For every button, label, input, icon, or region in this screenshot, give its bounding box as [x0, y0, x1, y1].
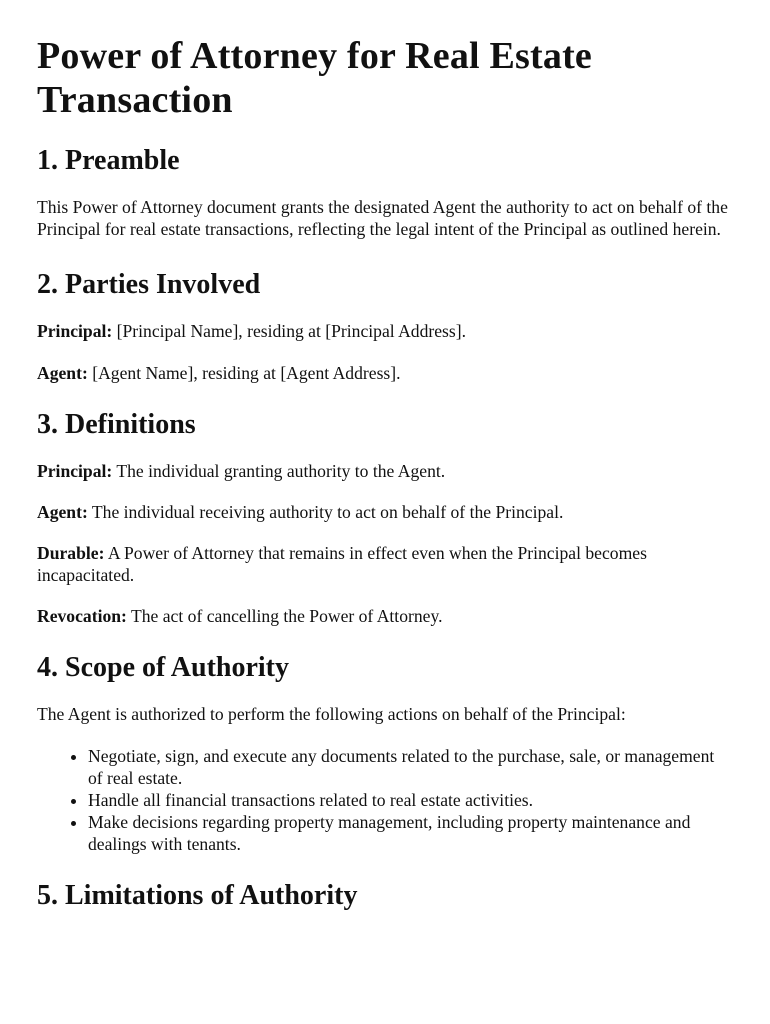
definition-text: The individual granting authority to the Agent. [112, 461, 446, 481]
definition-term: Durable: [37, 543, 105, 563]
principal-party [37, 320, 733, 342]
section-limitations [37, 879, 733, 913]
preamble-text: This Power of Attorney document grants the designated Agent the authority to act on behalf of the Principal for real estate transactions, reflecting the legal intent of the Principal as outlined herein. [37, 197, 728, 239]
definition-term: Agent: [37, 502, 88, 522]
section-parties [37, 268, 733, 384]
definition-text: A Power of Attorney that remains in effect even when the Principal becomes incapacitated. [37, 543, 647, 585]
scope-intro: The Agent is authorized to perform the following actions on behalf of the Principal: [37, 704, 626, 724]
definition-term: Revocation: [37, 606, 127, 626]
section-heading: 3. Definitions [37, 409, 196, 440]
list-item: • Handle all financial transactions related to real estate activities. [88, 789, 733, 811]
agent-label: Agent: [37, 363, 88, 383]
list-item: • Make decisions regarding property management, including property maintenance and dealings with tenants. [88, 811, 733, 855]
section-scope [37, 651, 733, 855]
section-heading: 5. Limitations of Authority [37, 880, 358, 911]
document-title: Power of Attorney for Real Estate Transaction [37, 35, 592, 121]
agent-text: [Agent Name], residing at [Agent Address]. [87, 363, 401, 383]
definition-item [37, 501, 733, 523]
definition-item [37, 605, 733, 627]
principal-label: Principal: [37, 321, 113, 341]
section-heading: 1. Preamble [37, 145, 180, 176]
principal-text: [Principal Name], residing at [Principal Address]. [112, 321, 467, 341]
list-item: • Negotiate, sign, and execute any documents related to the purchase, sale, or management of real estate. [88, 745, 733, 789]
definition-item [37, 542, 733, 586]
definition-item [37, 460, 733, 482]
section-heading: 2. Parties Involved [37, 269, 261, 300]
definition-term: Principal: [37, 461, 113, 481]
section-heading: 4. Scope of Authority [37, 652, 289, 683]
section-definitions [37, 408, 733, 627]
definition-text: The act of cancelling the Power of Attorney. [126, 606, 443, 626]
section-preamble [37, 144, 733, 240]
agent-party [37, 362, 733, 384]
definition-text: The individual receiving authority to act on behalf of the Principal. [87, 502, 564, 522]
scope-list [37, 745, 733, 855]
